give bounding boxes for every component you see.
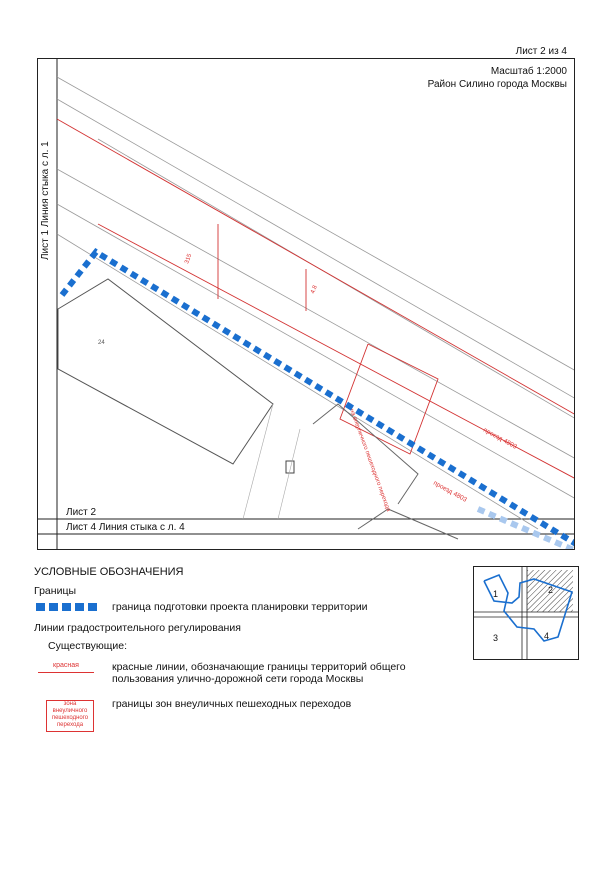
zone-sample-1: зона — [63, 701, 77, 707]
building-24 — [58, 279, 273, 464]
left-edge-label — [40, 70, 54, 510]
legend-group-lines: Линии градостроительного регулирования — [34, 622, 241, 634]
road-lines — [57, 77, 575, 529]
building-label: 24 — [98, 340, 105, 346]
zone-sample-4: перехода — [56, 722, 84, 728]
zone-map-label: зона внеуличного пешеходного перехода — [346, 402, 392, 513]
kiosk — [286, 461, 294, 473]
road-label-1: проезд 4803 — [482, 426, 518, 451]
legend-zone-text: границы зон внеуличных пешеходных переходов — [112, 698, 352, 710]
map-frame — [37, 58, 575, 550]
zone-sample-2: внеуличного — [52, 708, 88, 714]
sheet-number: Лист 2 из 4 — [515, 46, 567, 57]
zone-sample — [46, 700, 94, 732]
dimension-315: 315 — [184, 253, 194, 265]
map-canvas — [38, 59, 575, 550]
district-name: Район Силино города Москвы — [427, 79, 567, 90]
left-edge-label-text: Лист 1 Линия стыка с л. 1 — [40, 141, 51, 260]
bottom-label-joint: Лист 4 Линия стыка с л. 4 — [66, 522, 185, 533]
zone-sample-3: пешеходного — [51, 715, 89, 721]
planning-boundary — [62, 252, 575, 544]
key-cell-1: 1 — [493, 589, 499, 599]
legend-border-item: граница подготовки проекта планировки территории — [112, 601, 368, 613]
key-cell-3: 3 — [493, 633, 499, 643]
legend-group-borders: Границы — [34, 585, 76, 597]
key-map — [473, 566, 579, 660]
dimension-4-8: 4.8 — [310, 284, 319, 295]
legend-red-line-2: пользования улично-дорожной сети города Москвы — [112, 673, 364, 685]
key-cell-4: 4 — [544, 631, 550, 641]
map-scale: Масштаб 1:2000 — [490, 66, 567, 77]
key-cell-2: 2 — [548, 585, 554, 595]
legend-existing: Существующие: — [48, 640, 127, 652]
key-map-canvas — [474, 567, 578, 659]
legend — [34, 566, 464, 736]
planning-boundary-faded — [478, 509, 575, 550]
bottom-label-sheet: Лист 2 — [66, 507, 97, 518]
red-line-sample — [38, 662, 94, 673]
road-label-2: проезд 4803 — [432, 479, 468, 504]
legend-title: УСЛОВНЫЕ ОБОЗНАЧЕНИЯ — [34, 566, 184, 578]
red-line-sample-text: красная — [53, 662, 79, 669]
border-sample-icon — [36, 602, 98, 612]
legend-red-line-1: красные линии, обозначающие границы территорий общего — [112, 661, 406, 673]
